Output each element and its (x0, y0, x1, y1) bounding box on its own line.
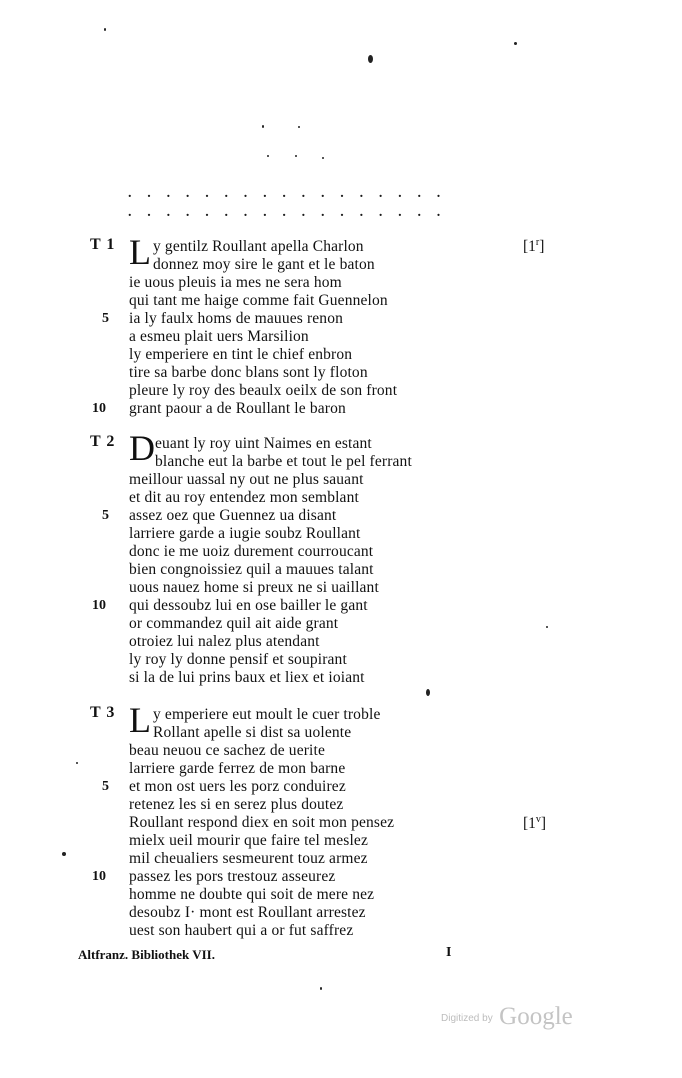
line-number: 10 (92, 598, 106, 613)
verse-line: ly roy ly donne pensif et soupirant (129, 651, 347, 668)
verse-line: meillour uassal ny out ne plus sauant (129, 471, 364, 488)
verse-line: or commandez quil ait aide grant (129, 615, 339, 632)
verse-line: beau neuou ce sachez de uerite (129, 742, 325, 759)
ink-speck (368, 55, 373, 63)
ink-speck (104, 28, 106, 31)
verse-line: mielx ueil mourir que faire tel meslez (129, 832, 368, 849)
verse-line: si la de lui prins baux et liex et ioiant (129, 669, 365, 686)
verse-line: y gentilz Roullant apella Charlon (153, 238, 364, 255)
verse-line: larriere garde a iugie soubz Roullant (129, 525, 361, 542)
digitized-watermark (441, 1003, 573, 1031)
ink-speck (262, 125, 264, 128)
verse-line: blanche eut la barbe et tout le pel ferrant (155, 453, 412, 470)
verse-line: ly emperiere en tint le chief enbron (129, 346, 353, 363)
laisse-tag: T 2 (90, 433, 116, 450)
ink-speck (546, 626, 548, 628)
verse-line: passez les pors trestouz asseurez (129, 868, 336, 885)
ink-speck (76, 762, 78, 764)
verse-line: tire sa barbe donc blans sont ly floton (129, 364, 368, 381)
verse-line: Rollant apelle si dist sa uolente (153, 724, 352, 741)
line-number: 5 (102, 311, 109, 326)
verse-line: homme ne doubte qui soit de mere nez (129, 886, 375, 903)
drop-cap: L (129, 232, 151, 272)
folio-mark: [1$^v$] (523, 814, 547, 833)
verse-line: grant paour a de Roullant le baron (129, 400, 346, 417)
verse-line: uest son haubert qui a or fut saffrez (129, 922, 354, 939)
ink-speck (62, 852, 66, 856)
digitized-prefix: Digitized by (441, 1013, 493, 1024)
ink-speck (267, 155, 269, 157)
folio-mark: [1$^r$] (523, 237, 545, 256)
verse-line: et mon ost uers les porz conduirez (129, 778, 346, 795)
signature-number: I (446, 945, 452, 960)
line-number: 5 (102, 508, 109, 523)
verse-line: qui dessoubz lui en ose bailler le gant (129, 597, 368, 614)
laisse-tag: T 3 (90, 704, 116, 721)
omission-dots: . . . . . . . . . . . . . . . . . (128, 205, 441, 220)
verse-line: uous nauez home si preux ne si uaillant (129, 579, 379, 596)
ink-speck (426, 689, 430, 696)
verse-line: qui tant me haige comme fait Guennelon (129, 292, 388, 309)
verse-line: euant ly roy uint Naimes en estant (155, 435, 372, 452)
laisse-tag: T 1 (90, 236, 116, 253)
google-logo: Google (499, 1003, 573, 1030)
verse-line: otroiez lui nalez plus atendant (129, 633, 320, 650)
verse-line: ie uous pleuis ia mes ne sera hom (129, 274, 342, 291)
verse-line: assez oez que Guennez ua disant (129, 507, 337, 524)
verse-line: desoubz I· mont est Roullant arrestez (129, 904, 366, 921)
signature-mark: Altfranz. Bibliothek VII. (78, 947, 215, 962)
verse-line: pleure ly roy des beaulx oeilx de son front (129, 382, 398, 399)
ink-speck (295, 155, 297, 157)
omission-dots: . . . . . . . . . . . . . . . . . (128, 186, 441, 201)
ink-speck (320, 987, 322, 990)
verse-line: larriere garde ferrez de mon barne (129, 760, 346, 777)
verse-line: bien congnoissiez quil a mauues talant (129, 561, 374, 578)
line-number: 10 (92, 869, 106, 884)
verse-line: donnez moy sire le gant et le baton (153, 256, 375, 273)
verse-line: y emperiere eut moult le cuer troble (153, 706, 381, 723)
ink-speck (298, 126, 300, 128)
verse-line: mil cheualiers sesmeurent touz armez (129, 850, 368, 867)
line-number: 10 (92, 401, 106, 416)
drop-cap: L (129, 700, 151, 740)
verse-line: a esmeu plait uers Marsilion (129, 328, 309, 345)
verse-line: retenez les si en serez plus doutez (129, 796, 344, 813)
drop-cap: D (129, 428, 155, 468)
verse-line: et dit au roy entendez mon semblant (129, 489, 359, 506)
verse-line: donc ie me uoiz durement courroucant (129, 543, 374, 560)
verse-line: Roullant respond diex en soit mon pensez (129, 814, 395, 831)
line-number: 5 (102, 779, 109, 794)
ink-speck (322, 157, 324, 159)
ink-speck (514, 42, 517, 45)
verse-line: ia ly faulx homs de mauues renon (129, 310, 343, 327)
